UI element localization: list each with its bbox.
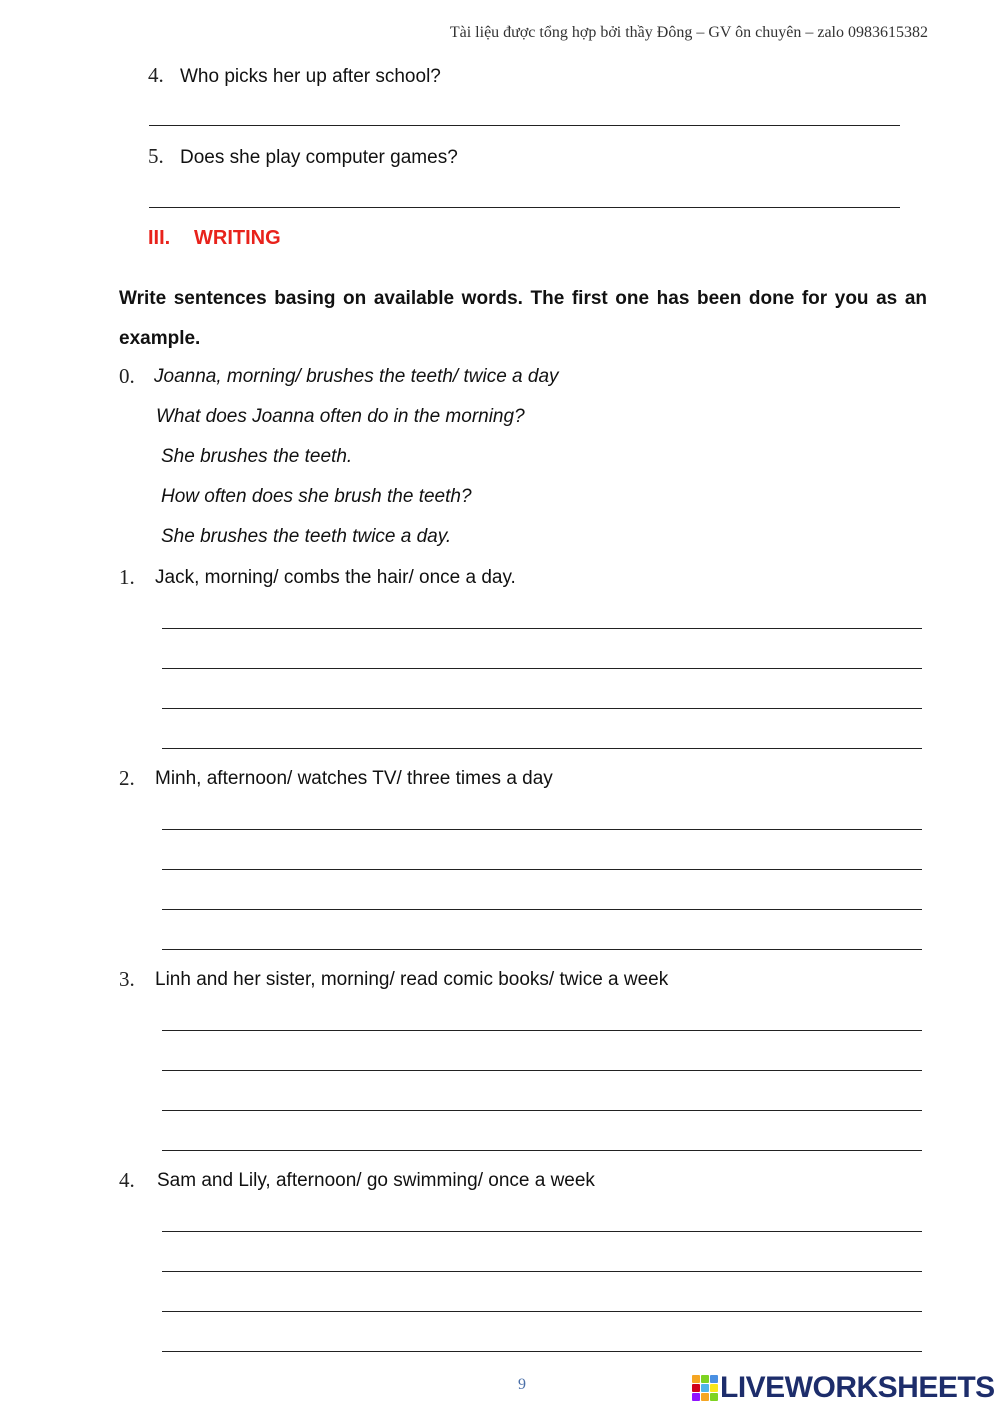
answer-line[interactable] [162, 1110, 922, 1111]
question-number: 5. [148, 144, 164, 168]
answer-line[interactable] [162, 748, 922, 749]
answer-line[interactable] [162, 829, 922, 830]
example-question: What does Joanna often do in the morning? [156, 406, 525, 427]
logo-text: LIVEWORKSHEETS [720, 1371, 995, 1404]
answer-line[interactable] [162, 628, 922, 629]
question-text: Does she play computer games? [180, 147, 458, 168]
liveworksheets-logo[interactable] [692, 1371, 995, 1405]
answer-line[interactable] [162, 1271, 922, 1272]
answer-line[interactable] [162, 909, 922, 910]
answer-line[interactable] [162, 1150, 922, 1151]
section-heading [148, 227, 281, 250]
example-prompt: Joanna, morning/ brushes the teeth/ twice a day [154, 366, 559, 387]
section-roman-numeral: III. [148, 227, 171, 249]
exercise-prompt: Sam and Lily, afternoon/ go swimming/ once a week [157, 1170, 595, 1191]
answer-line[interactable] [162, 708, 922, 709]
example-number: 0. [119, 364, 135, 388]
answer-line[interactable] [162, 668, 922, 669]
answer-line[interactable] [162, 1311, 922, 1312]
answer-line[interactable] [149, 207, 900, 208]
answer-line[interactable] [162, 1030, 922, 1031]
answer-line[interactable] [162, 1351, 922, 1352]
question-text: Who picks her up after school? [180, 66, 441, 87]
answer-line[interactable] [162, 1231, 922, 1232]
example-answer: She brushes the teeth twice a day. [161, 526, 452, 547]
exercise-number: 4. [119, 1168, 135, 1192]
exercise-number: 2. [119, 766, 135, 790]
answer-line[interactable] [162, 949, 922, 950]
answer-line[interactable] [149, 125, 900, 126]
header-note: Tài liệu được tổng hợp bởi thầy Đông – GV ôn chuyên – zalo 0983615382 [449, 24, 928, 41]
exercise-number: 3. [119, 967, 135, 991]
liveworksheets-logo-icon [692, 1375, 718, 1401]
instruction-text: Write sentences basing on available words. The first one has been done for you as an example. [119, 288, 927, 349]
question-number: 4. [148, 63, 164, 87]
exercise-prompt: Jack, morning/ combs the hair/ once a day. [155, 567, 516, 588]
example-question: How often does she brush the teeth? [161, 486, 472, 507]
exercise-number: 1. [119, 565, 135, 589]
section-title: WRITING [194, 227, 281, 249]
answer-line[interactable] [162, 1070, 922, 1071]
example-answer: She brushes the teeth. [161, 446, 353, 467]
exercise-prompt: Linh and her sister, morning/ read comic books/ twice a week [155, 969, 669, 990]
answer-line[interactable] [162, 869, 922, 870]
page-number: 9 [518, 1376, 526, 1393]
exercise-prompt: Minh, afternoon/ watches TV/ three times a day [155, 768, 553, 789]
